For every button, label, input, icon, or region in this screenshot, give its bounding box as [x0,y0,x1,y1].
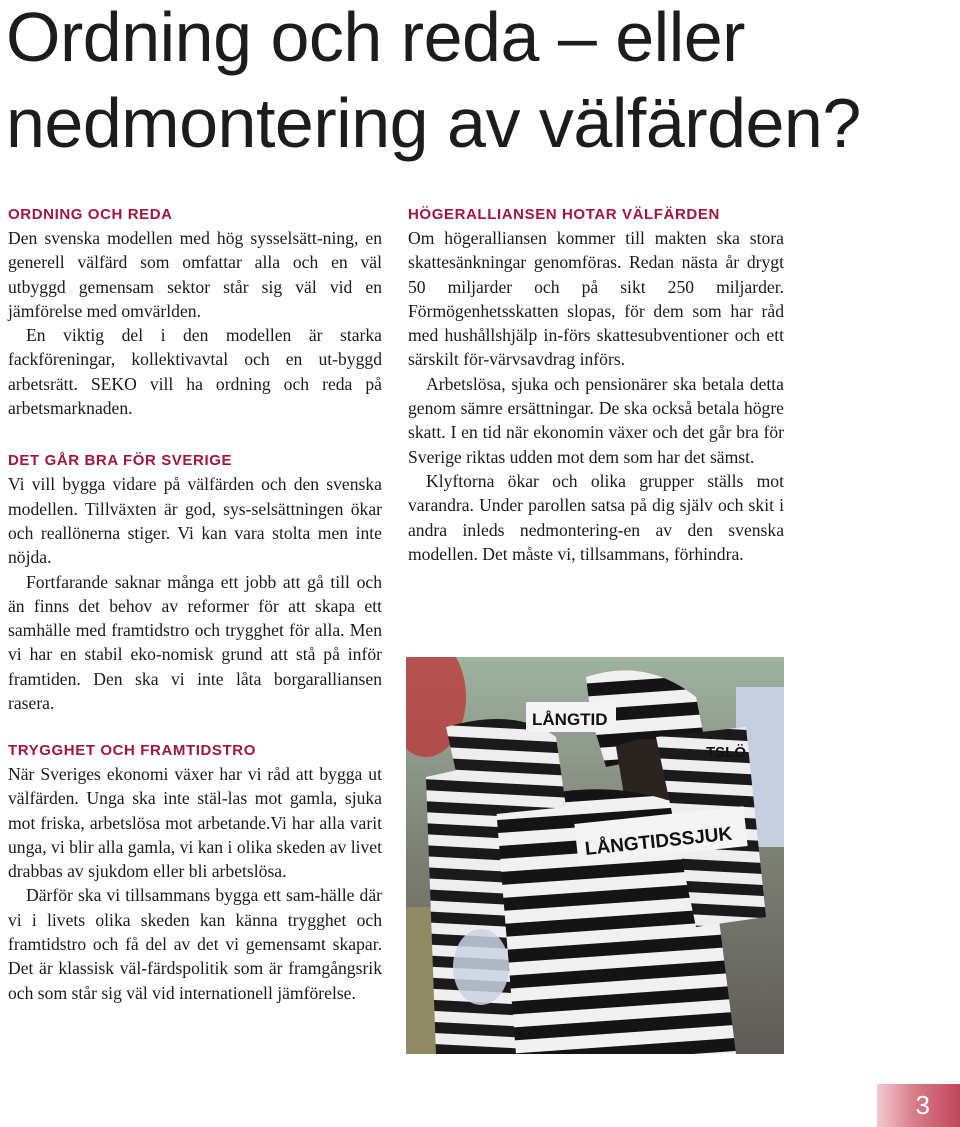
body-paragraph: Vi vill bygga vidare på välfärden och den svenska modellen. Tillväxten är god, sys-selsättningen ökar och reallönerna stiger. Vi kan vara stolta men inte nöjda. [8,474,382,568]
left-column-bottom [8,740,382,1005]
body-paragraph: Klyftorna ökar och olika grupper ställs mot varandra. Under parollen satsa på dig själv och skit i andra inleds nedmontering-en av den svenska modellen. Det måste vi, tillsammans, förhindra. [408,470,784,564]
title-line-1: Ordning och reda – eller [6,0,745,76]
section-heading-sverige: DET GÅR BRA FÖR SVERIGE [8,452,233,470]
shirt-text-3: TSLÖ [706,744,746,761]
title-line-2: nedmontering av välfärden? [6,84,861,162]
body-paragraph: Den svenska modellen med hög sysselsätt-ning, en generell välfärd som omfattar alla och en väl utbyggd gemensam sektor står sig väl vid en jämförelse med omvärlden. [8,228,382,321]
page-title [6,0,946,166]
body-paragraph: Därför ska vi tillsammans bygga ett sam-hälle där vi i livets olika skeden kan känna trygghet och framtidstro och få del av det vi gemensamt skapar. Det är klassisk väl-färdspolitik som är framgångsrik och som står sig väl vid internationell jämförelse. [8,885,382,1003]
photo-striped-shirts [406,657,784,1054]
body-paragraph: Fortfarande saknar många ett jobb att gå till och än finns det behov av reformer för att skapa ett samhälle med framtidstro och trygghet för alla. Men vi har en stabil eko-nomisk grund att stå på inför framtiden. Den ska vi inte låta borgaralliansen rasera. [8,571,382,714]
section-heading-hogeralliansen: HÖGERALLIANSEN HOTAR VÄLFÄRDEN [408,206,720,223]
shirt-text-2: LÅNGTIDSSJUK [584,823,734,860]
page-number: 3 [915,1090,930,1120]
body-paragraph: Om högeralliansen kommer till makten ska stora skattesänkningar genomföras. Redan nästa år drygt 50 miljarder och på sikt 250 miljarder. Förmögenhetsskatten slopas, för dem som har råd med hushållshjälp in-förs skattesubventioner och ett särskilt för-värvsavdrag införs. [408,228,784,370]
page-number-tab [877,1084,960,1127]
section-heading-ordning: ORDNING OCH REDA [8,206,173,223]
right-column [408,204,784,566]
section-heading-trygghet: TRYGGHET OCH FRAMTIDSTRO [8,742,256,759]
body-paragraph: Arbetslösa, sjuka och pensionärer ska betala detta genom sämre ersättningar. De ska också betala högre skatt. I en tid när ekonomin växer och det går bra för Sverige riktas udden mot dem som har det sämst. [408,373,784,467]
shirt-text-1: LÅNGTID [532,710,608,729]
left-column-top [8,204,382,715]
body-paragraph: När Sveriges ekonomi växer har vi råd att bygga ut välfärden. Unga ska inte stäl-las mot gamla, sjuka mot friska, arbetslösa mot arbetande.Vi har alla varit unga, vi blir alla gamla, vi kan i olika skeden av livet drabbas av sjukdom eller bli arbetslösa. [8,764,382,882]
body-paragraph: En viktig del i den modellen är starka fackföreningar, kollektivavtal och en ut-byggd arbetsrätt. SEKO vill ha ordning och reda på arbetsmarknaden. [8,325,382,419]
